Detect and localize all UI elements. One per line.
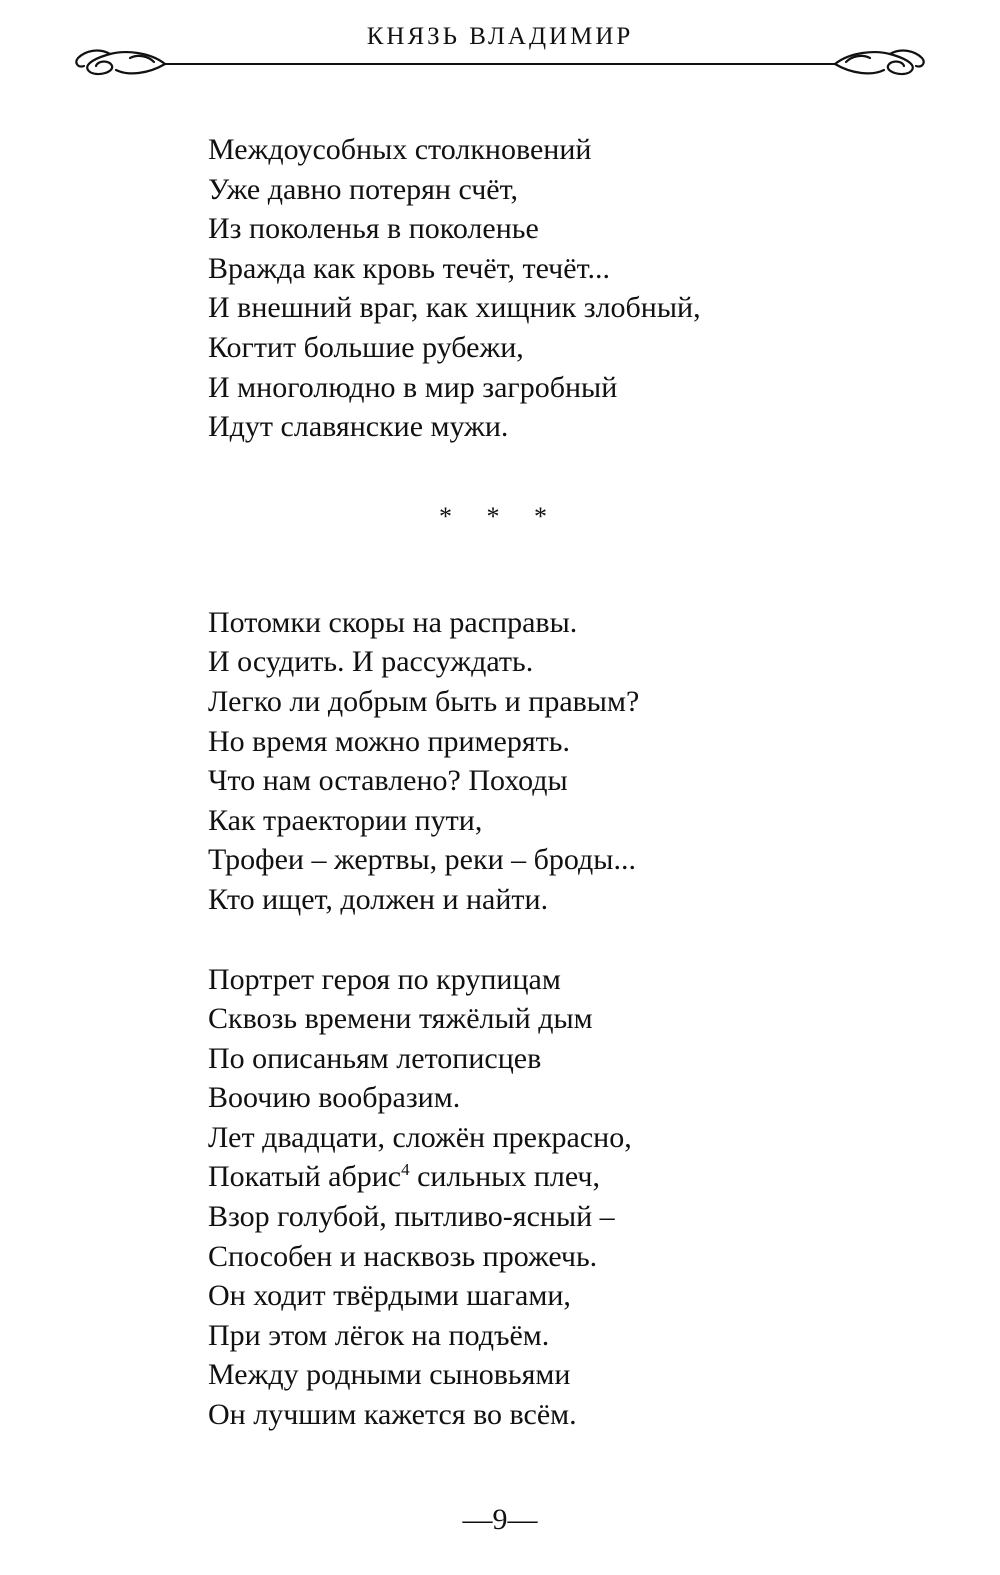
verse-line: Междоусобных столкновений <box>208 133 592 166</box>
verse-line: Уже давно потерян счёт, <box>208 172 518 206</box>
verse-line: Когтит большие рубежи, <box>208 330 524 364</box>
verse-line: Он ходит твёрдыми шагами, <box>208 1279 571 1313</box>
stanza-2 <box>208 603 928 920</box>
stanza-spacer <box>208 525 928 603</box>
stanza-3 <box>208 960 928 1435</box>
verse-line: Кто ищет, должен и найти. <box>208 882 549 916</box>
verse-line: Сквозь времени тяжёлый дым <box>208 1002 593 1036</box>
verse-line: Что нам оставлено? Походы <box>208 764 568 798</box>
verse-line: Между родными сыновьями <box>208 1358 571 1392</box>
verse-line: Из поколенья в поколенье <box>208 212 539 246</box>
verse-line: Идут славянские мужи. <box>208 410 509 444</box>
verse-line: Способен и насквозь прожечь. <box>208 1239 598 1273</box>
verse-line: Взор голубой, пытливо-ясный – <box>208 1200 615 1234</box>
footnote-mark: 4 <box>401 1160 410 1180</box>
verse-line: Легко ли добрым быть и правым? <box>208 684 640 718</box>
verse-line: Как траектории пути, <box>208 803 483 837</box>
section-separator: * * * <box>439 502 561 531</box>
verse-line: И внешний враг, как хищник злобный, <box>208 291 701 325</box>
poem-body <box>208 130 928 1435</box>
verse-line: Лет двадцати, сложён прекрасно, <box>208 1120 632 1154</box>
stanza-1 <box>208 130 928 447</box>
verse-text: Покатый абрис <box>208 1160 402 1194</box>
page-header <box>0 0 1000 90</box>
verse-line: При этом лёгок на подъём. <box>208 1318 550 1352</box>
verse-line: Трофеи – жертвы, реки – броды... <box>208 843 636 877</box>
verse-line: И осудить. И рассуждать. <box>208 645 534 679</box>
verse-line: И многолюдно в мир загробный <box>208 370 618 404</box>
verse-line: Воочию вообразим. <box>208 1081 461 1115</box>
verse-line: Он лучшим кажется во всём. <box>208 1398 577 1432</box>
verse-line: По описаньям летописцев <box>208 1041 542 1075</box>
verse-text: сильных плеч, <box>409 1160 601 1194</box>
verse-line: Потомки скоры на расправы. <box>208 605 578 639</box>
verse-line: Но время можно примерять. <box>208 724 570 758</box>
verse-line: Портрет героя по крупицам <box>208 962 561 996</box>
verse-line-with-footnote <box>208 1157 928 1197</box>
page-number: —9— <box>462 1503 538 1536</box>
stanza-spacer <box>208 920 928 960</box>
running-title: КНЯЗЬ ВЛАДИМИР <box>366 23 634 50</box>
flourish-ornament-icon <box>70 44 930 80</box>
verse-line: Вражда как кровь течёт, течёт... <box>208 251 610 285</box>
